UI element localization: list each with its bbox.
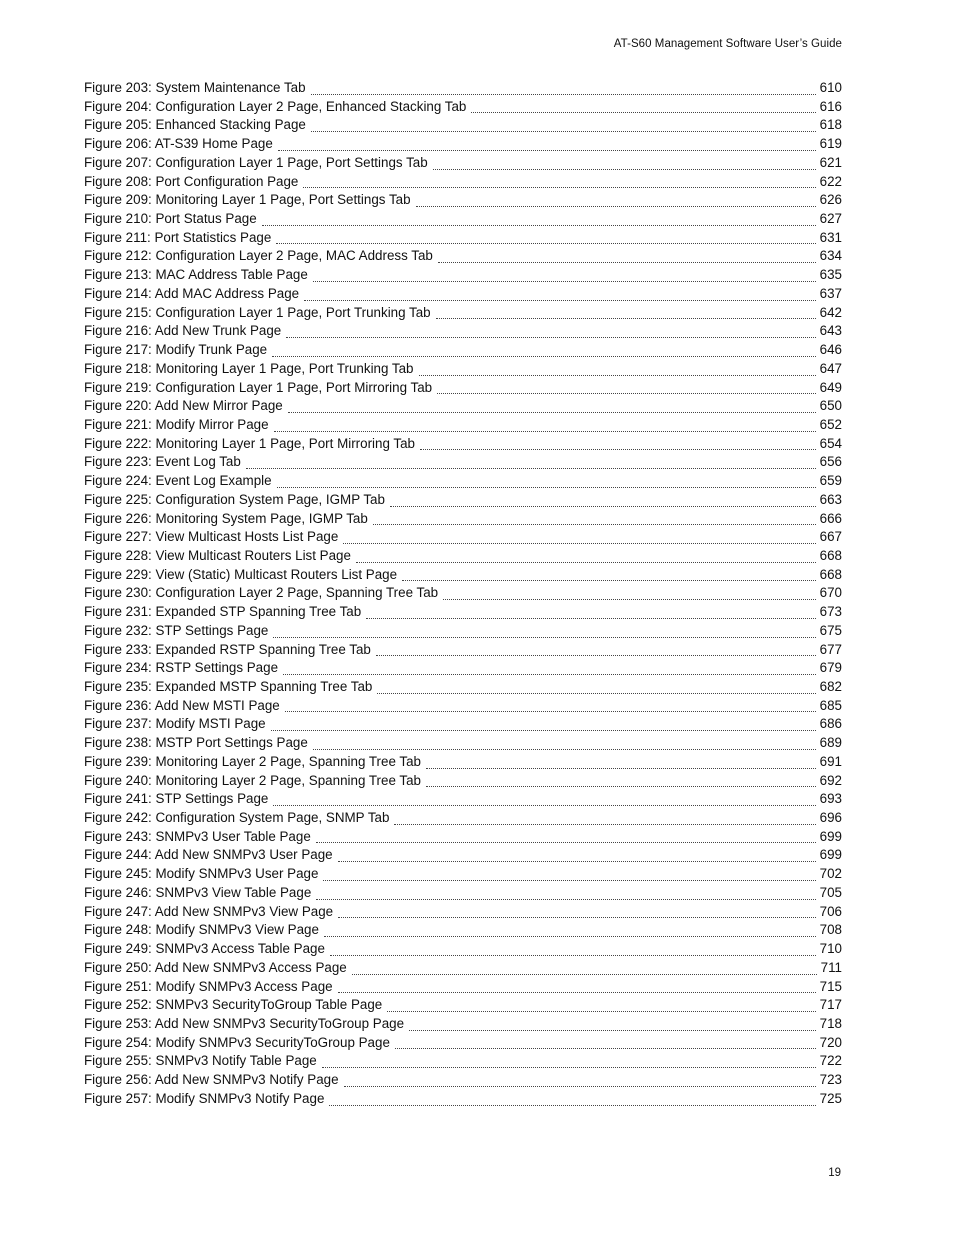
toc-entry-page: 652 [819,416,842,432]
toc-entry-page: 663 [819,491,842,507]
dot-leader [356,561,816,563]
toc-entry-page: 616 [819,98,842,114]
toc-entry[interactable] [84,996,842,1015]
toc-entry-page: 649 [819,379,842,395]
toc-entry-page: 659 [819,473,842,489]
toc-entry[interactable] [84,154,842,173]
toc-entry-page: 637 [819,285,842,301]
dot-leader [316,898,815,900]
toc-entry-page: 635 [819,267,842,283]
toc-entry-page: 618 [819,117,842,133]
toc-entry-page: 679 [819,660,842,676]
toc-entry[interactable] [84,940,842,959]
dot-leader [343,542,815,544]
dot-leader [352,973,817,975]
toc-entry-page: 699 [819,828,842,844]
toc-entry[interactable] [84,790,842,809]
toc-entry-title: Figure 239: Monitoring Layer 2 Page, Spanning Tree Tab [84,753,421,769]
toc-entry[interactable] [84,959,842,978]
toc-entry-title: Figure 253: Add New SNMPv3 SecurityToGroup Page [84,1015,405,1031]
toc-entry-title: Figure 213: MAC Address Table Page [84,267,308,283]
toc-entry[interactable] [84,622,842,641]
toc-entry-page: 706 [819,903,842,919]
toc-entry-page: 667 [819,529,842,545]
toc-entry-title: Figure 210: Port Status Page [84,211,257,227]
dot-leader [273,804,815,806]
toc-entry[interactable] [84,1071,842,1090]
toc-entry-page: 720 [819,1034,842,1050]
toc-entry-title: Figure 217: Modify Trunk Page [84,342,268,358]
toc-entry[interactable] [84,98,842,117]
toc-entry-title: Figure 255: SNMPv3 Notify Table Page [84,1053,317,1069]
toc-entry-page: 627 [819,211,842,227]
toc-entry-page: 696 [819,810,842,826]
toc-entry[interactable] [84,416,842,435]
toc-entry-title: Figure 211: Port Statistics Page [84,229,272,245]
dot-leader [316,841,816,843]
toc-entry-title: Figure 234: RSTP Settings Page [84,660,279,676]
toc-entry-title: Figure 224: Event Log Example [84,473,272,489]
toc-entry[interactable] [84,210,842,229]
toc-entry[interactable] [84,510,842,529]
list-of-figures [84,79,842,1109]
toc-entry-title: Figure 222: Monitoring Layer 1 Page, Port Mirroring Tab [84,435,415,451]
toc-entry[interactable] [84,603,842,622]
toc-entry-page: 622 [819,173,842,189]
dot-leader [273,636,815,638]
dot-leader [304,299,816,301]
toc-entry[interactable] [84,978,842,997]
toc-entry[interactable] [84,528,842,547]
toc-entry-title: Figure 207: Configuration Layer 1 Page, Port Settings Tab [84,154,428,170]
dot-leader [271,729,816,731]
toc-entry-title: Figure 249: SNMPv3 Access Table Page [84,941,325,957]
toc-entry-page: 634 [819,248,842,264]
toc-entry[interactable] [84,266,842,285]
dot-leader [329,1104,815,1106]
toc-entry[interactable] [84,828,842,847]
dot-leader [436,317,816,319]
toc-entry-title: Figure 248: Modify SNMPv3 View Page [84,922,319,938]
toc-entry[interactable] [84,79,842,98]
toc-entry[interactable] [84,809,842,828]
toc-entry-page: 656 [819,454,842,470]
toc-entry-title: Figure 230: Configuration Layer 2 Page, Spanning Tree Tab [84,585,439,601]
toc-entry-page: 626 [819,192,842,208]
dot-leader [311,93,816,95]
toc-entry-page: 717 [819,997,842,1013]
toc-entry-title: Figure 231: Expanded STP Spanning Tree Tab [84,604,362,620]
toc-entry-title: Figure 205: Enhanced Stacking Page [84,117,306,133]
toc-entry-page: 668 [819,566,842,582]
toc-entry-page: 722 [819,1053,842,1069]
toc-entry-title: Figure 216: Add New Trunk Page [84,323,282,339]
toc-entry[interactable] [84,734,842,753]
toc-entry-title: Figure 252: SNMPv3 SecurityToGroup Table Page [84,997,383,1013]
toc-entry-title: Figure 208: Port Configuration Page [84,173,299,189]
toc-entry-title: Figure 226: Monitoring System Page, IGMP Tab [84,510,368,526]
dot-leader [437,392,816,394]
dot-leader [438,261,816,263]
toc-entry-page: 670 [819,585,842,601]
toc-entry[interactable] [84,846,842,865]
dot-leader [276,242,815,244]
dot-leader [277,486,816,488]
dot-leader [278,149,816,151]
toc-entry-page: 710 [819,941,842,957]
toc-entry[interactable] [84,322,842,341]
toc-entry-title: Figure 223: Event Log Tab [84,454,241,470]
toc-entry[interactable] [84,641,842,660]
dot-leader [433,168,816,170]
dot-leader [286,336,815,338]
toc-entry[interactable] [84,1090,842,1109]
toc-entry[interactable] [84,379,842,398]
toc-entry[interactable] [84,566,842,585]
toc-entry-page: 691 [819,753,842,769]
dot-leader [303,186,815,188]
toc-entry-title: Figure 243: SNMPv3 User Table Page [84,828,311,844]
toc-entry-page: 718 [819,1015,842,1031]
toc-entry-page: 689 [819,735,842,751]
toc-entry-page: 643 [819,323,842,339]
toc-entry[interactable] [84,453,842,472]
toc-entry-page: 708 [819,922,842,938]
toc-entry-page: 647 [819,360,842,376]
toc-entry-page: 646 [819,342,842,358]
toc-entry-page: 711 [820,959,842,975]
toc-entry[interactable] [84,1052,842,1071]
toc-entry-page: 673 [819,604,842,620]
dot-leader [311,130,816,132]
toc-entry-title: Figure 238: MSTP Port Settings Page [84,735,308,751]
toc-entry[interactable] [84,491,842,510]
toc-entry-page: 675 [819,622,842,638]
toc-entry-title: Figure 209: Monitoring Layer 1 Page, Port Settings Tab [84,192,411,208]
toc-entry-title: Figure 242: Configuration System Page, SNMP Tab [84,810,390,826]
toc-entry[interactable] [84,135,842,154]
toc-entry[interactable] [84,191,842,210]
toc-entry-title: Figure 235: Expanded MSTP Spanning Tree Tab [84,679,373,694]
toc-entry[interactable] [84,247,842,266]
toc-entry-title: Figure 215: Configuration Layer 1 Page, Port Trunking Tab [84,304,431,320]
dot-leader [338,860,816,862]
toc-entry-title: Figure 214: Add MAC Address Page [84,285,300,301]
toc-entry-title: Figure 250: Add New SNMPv3 Access Page [84,959,347,975]
dot-leader [338,916,816,918]
dot-leader [409,1029,816,1031]
toc-entry-page: 654 [819,435,842,451]
toc-entry-title: Figure 218: Monitoring Layer 1 Page, Port Trunking Tab [84,360,414,376]
toc-entry[interactable] [84,360,842,379]
dot-leader [395,1047,816,1049]
toc-entry-title: Figure 203: System Maintenance Tab [84,80,306,95]
toc-entry[interactable] [84,715,842,734]
toc-entry[interactable] [84,435,842,454]
toc-entry-title: Figure 240: Monitoring Layer 2 Page, Spanning Tree Tab [84,772,421,788]
toc-entry-page: 723 [819,1072,842,1088]
toc-entry-title: Figure 233: Expanded RSTP Spanning Tree Tab [84,641,371,657]
toc-entry[interactable] [84,884,842,903]
toc-entry-page: 686 [819,716,842,732]
toc-entry-title: Figure 245: Modify SNMPv3 User Page [84,866,319,882]
toc-entry[interactable] [84,1034,842,1053]
toc-entry[interactable] [84,229,842,248]
dot-leader [313,748,816,750]
toc-entry-title: Figure 236: Add New MSTI Page [84,697,280,713]
toc-entry[interactable] [84,472,842,491]
running-header: AT-S60 Management Software User’s Guide [613,38,842,50]
dot-leader [419,374,816,376]
toc-entry-page: 631 [819,229,842,245]
dot-leader [387,1010,815,1012]
toc-entry[interactable] [84,903,842,922]
toc-entry-title: Figure 204: Configuration Layer 2 Page, Enhanced Stacking Tab [84,98,467,114]
toc-entry-title: Figure 246: SNMPv3 View Table Page [84,884,312,900]
toc-entry-title: Figure 237: Modify MSTI Page [84,716,266,732]
toc-entry-page: 642 [819,304,842,320]
toc-entry-title: Figure 212: Configuration Layer 2 Page, MAC Address Tab [84,248,433,264]
toc-entry-page: 699 [819,847,842,863]
dot-leader [344,1085,816,1087]
dot-leader [402,579,816,581]
toc-entry[interactable] [84,116,842,135]
toc-entry-page: 725 [819,1090,842,1106]
toc-entry[interactable] [84,772,842,791]
dot-leader [390,505,816,507]
toc-entry-title: Figure 228: View Multicast Routers List Page [84,547,351,563]
toc-entry-title: Figure 219: Configuration Layer 1 Page, Port Mirroring Tab [84,379,433,395]
dot-leader [274,430,816,432]
toc-entry-page: 693 [819,791,842,807]
dot-leader [285,710,816,712]
dot-leader [426,785,816,787]
dot-leader [376,654,816,656]
toc-entry[interactable] [84,659,842,678]
dot-leader [322,1066,816,1068]
toc-entry[interactable] [84,304,842,323]
toc-entry[interactable] [84,865,842,884]
toc-entry-page: 619 [819,136,842,152]
dot-leader [416,205,816,207]
toc-entry[interactable] [84,341,842,360]
dot-leader [471,111,815,113]
toc-entry-title: Figure 227: View Multicast Hosts List Page [84,529,339,545]
dot-leader [420,448,816,450]
page-number: 19 [828,1167,841,1179]
dot-leader [283,673,816,675]
toc-entry[interactable] [84,678,842,697]
dot-leader [394,823,815,825]
toc-entry[interactable] [84,697,842,716]
toc-entry-title: Figure 221: Modify Mirror Page [84,416,269,432]
toc-entry-page: 715 [819,978,842,994]
toc-entry-title: Figure 244: Add New SNMPv3 User Page [84,847,333,863]
dot-leader [373,523,816,525]
toc-entry-title: Figure 247: Add New SNMPv3 View Page [84,903,334,919]
toc-entry[interactable] [84,173,842,192]
dot-leader [324,935,816,937]
toc-entry-page: 677 [819,641,842,657]
toc-entry-page: 610 [819,80,842,95]
toc-entry[interactable] [84,921,842,940]
dot-leader [338,991,816,993]
toc-entry-page: 682 [819,679,842,694]
toc-entry-title: Figure 232: STP Settings Page [84,622,269,638]
toc-entry-title: Figure 241: STP Settings Page [84,791,269,807]
dot-leader [323,879,815,881]
toc-entry[interactable] [84,753,842,772]
toc-entry-page: 702 [819,866,842,882]
toc-entry-title: Figure 256: Add New SNMPv3 Notify Page [84,1072,339,1088]
dot-leader [426,767,816,769]
dot-leader [330,954,816,956]
dot-leader [443,598,816,600]
toc-entry-title: Figure 206: AT-S39 Home Page [84,136,273,152]
toc-entry[interactable] [84,584,842,603]
toc-entry[interactable] [84,547,842,566]
toc-entry-page: 666 [819,510,842,526]
toc-entry-title: Figure 220: Add New Mirror Page [84,398,283,414]
toc-entry-page: 685 [819,697,842,713]
toc-entry-page: 692 [819,772,842,788]
toc-entry-page: 668 [819,547,842,563]
toc-entry[interactable] [84,397,842,416]
toc-entry-page: 621 [819,154,842,170]
toc-entry-page: 650 [819,398,842,414]
toc-entry[interactable] [84,1015,842,1034]
dot-leader [262,224,816,226]
toc-entry-title: Figure 251: Modify SNMPv3 Access Page [84,978,333,994]
dot-leader [288,411,816,413]
dot-leader [272,355,816,357]
toc-entry[interactable] [84,285,842,304]
toc-entry-title: Figure 225: Configuration System Page, IGMP Tab [84,491,385,507]
dot-leader [246,467,816,469]
toc-entry-title: Figure 254: Modify SNMPv3 SecurityToGroup Page [84,1034,390,1050]
dot-leader [313,280,816,282]
toc-entry-page: 705 [819,884,842,900]
dot-leader [366,617,815,619]
toc-entry-title: Figure 257: Modify SNMPv3 Notify Page [84,1090,325,1106]
dot-leader [377,692,815,694]
toc-entry-title: Figure 229: View (Static) Multicast Routers List Page [84,566,398,582]
